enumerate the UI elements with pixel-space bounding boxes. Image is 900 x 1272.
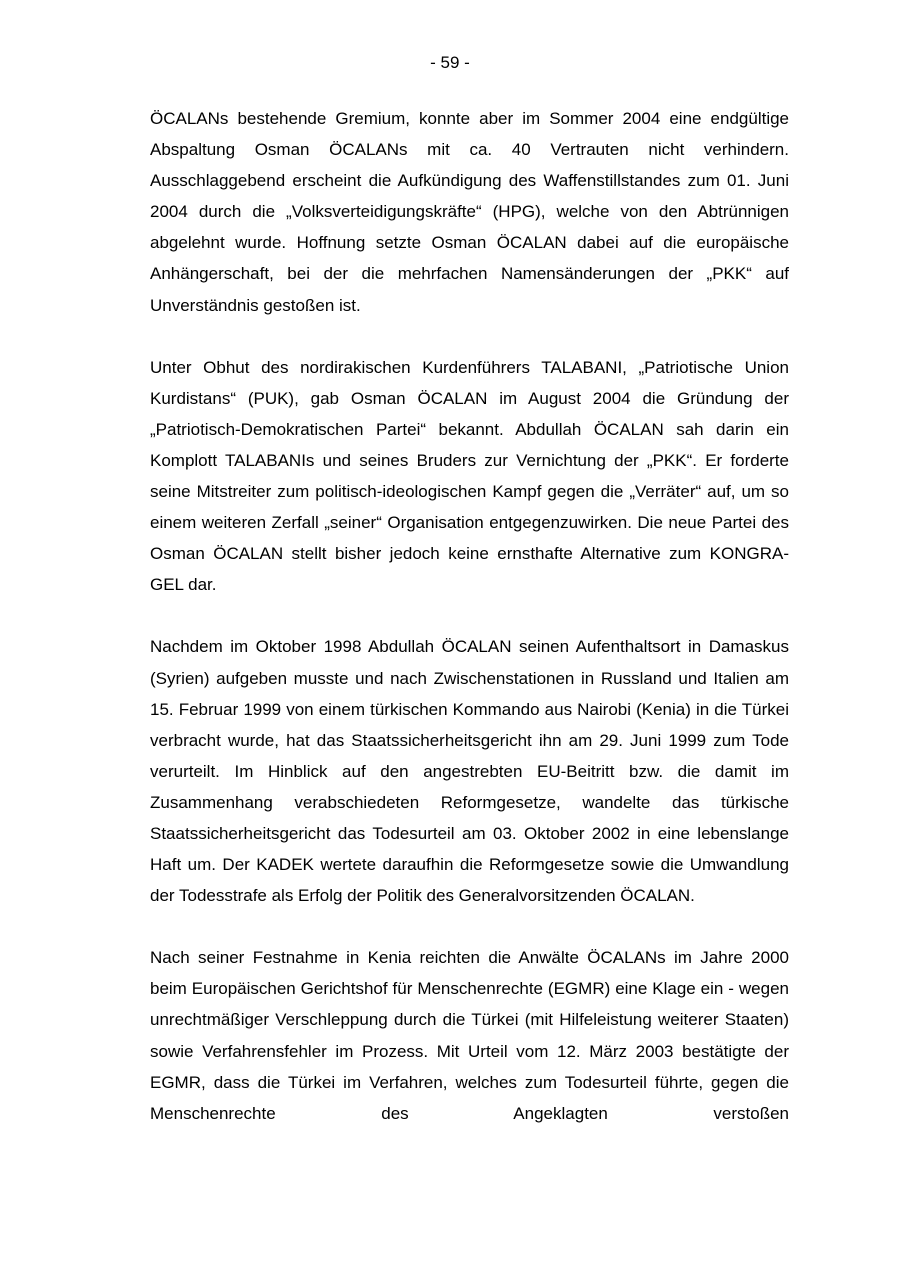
paragraph-3: Nachdem im Oktober 1998 Abdullah ÖCALAN seinen Aufenthaltsort in Damaskus (Syrien) aufgeben musste und nach Zwischenstationen in Russland und Italien am 15. Februar 1999 von einem türkischen Kommando aus Nairobi (Kenia) in die Türkei verbracht wurde, hat das Staatssicherheitsgericht ihn am 29. Juni 1999 zum Tode verurteilt. Im Hinblick auf den angestrebten EU-Beitritt bzw. die damit im Zusammenhang verabschiedeten Reformgesetze, wandelte das türkische Staatssicherheitsgericht das Todesurteil am 03. Oktober 2002 in eine lebenslange Haft um. Der KADEK wertete daraufhin die Reformgesetze sowie die Umwandlung der Todesstrafe als Erfolg der Politik des Generalvorsitzenden ÖCALAN.: [150, 637, 789, 906]
page-number: - 59 -: [430, 53, 470, 72]
paragraph-4: Nach seiner Festnahme in Kenia reichten die Anwälte ÖCALANs im Jahre 2000 beim Europäischen Gerichtshof für Menschenrechte (EGMR) eine Klage ein - wegen unrechtmäßiger Verschleppung durch die Türkei (mit Hilfeleistung weiterer Staaten) sowie Verfahrensfehler im Prozess. Mit Urteil vom 12. März 2003 bestätigte der EGMR, dass die Türkei im Verfahren, welches zum Todesurteil führte, gegen die Menschenrechte des Angeklagten verstoßen: [150, 948, 789, 1123]
paragraph-1: ÖCALANs bestehende Gremium, konnte aber im Sommer 2004 eine endgültige Abspaltung Osman ÖCALANs mit ca. 40 Vertrauten nicht verhindern. Ausschlaggebend erscheint die Aufkündigung des Waffenstillstandes zum 01. Juni 2004 durch die „Volksverteidigungskräfte“ (HPG), welche von den Abtrünnigen abgelehnt wurde. Hoffnung setzte Osman ÖCALAN dabei auf die europäische Anhängerschaft, bei der die mehrfachen Namensänderungen der „PKK“ auf Unverständnis gestoßen ist.: [150, 109, 789, 315]
paragraph-2: Unter Obhut des nordirakischen Kurdenführers TALABANI, „Patriotische Union Kurdistans“ (PUK), gab Osman ÖCALAN im August 2004 die Gründung der „Patriotisch-Demokratischen Partei“ bekannt. Abdullah ÖCALAN sah darin ein Komplott TALABANIs und seines Bruders zur Vernichtung der „PKK“. Er forderte seine Mitstreiter zum politisch-ideologischen Kampf gegen die „Verräter“ auf, um so einem weiteren Zerfall „seiner“ Organisation entgegenzuwirken. Die neue Partei des Osman ÖCALAN stellt bisher jedoch keine ernsthafte Alternative zum KONGRA-GEL dar.: [150, 357, 789, 595]
document-body: [150, 103, 789, 1129]
